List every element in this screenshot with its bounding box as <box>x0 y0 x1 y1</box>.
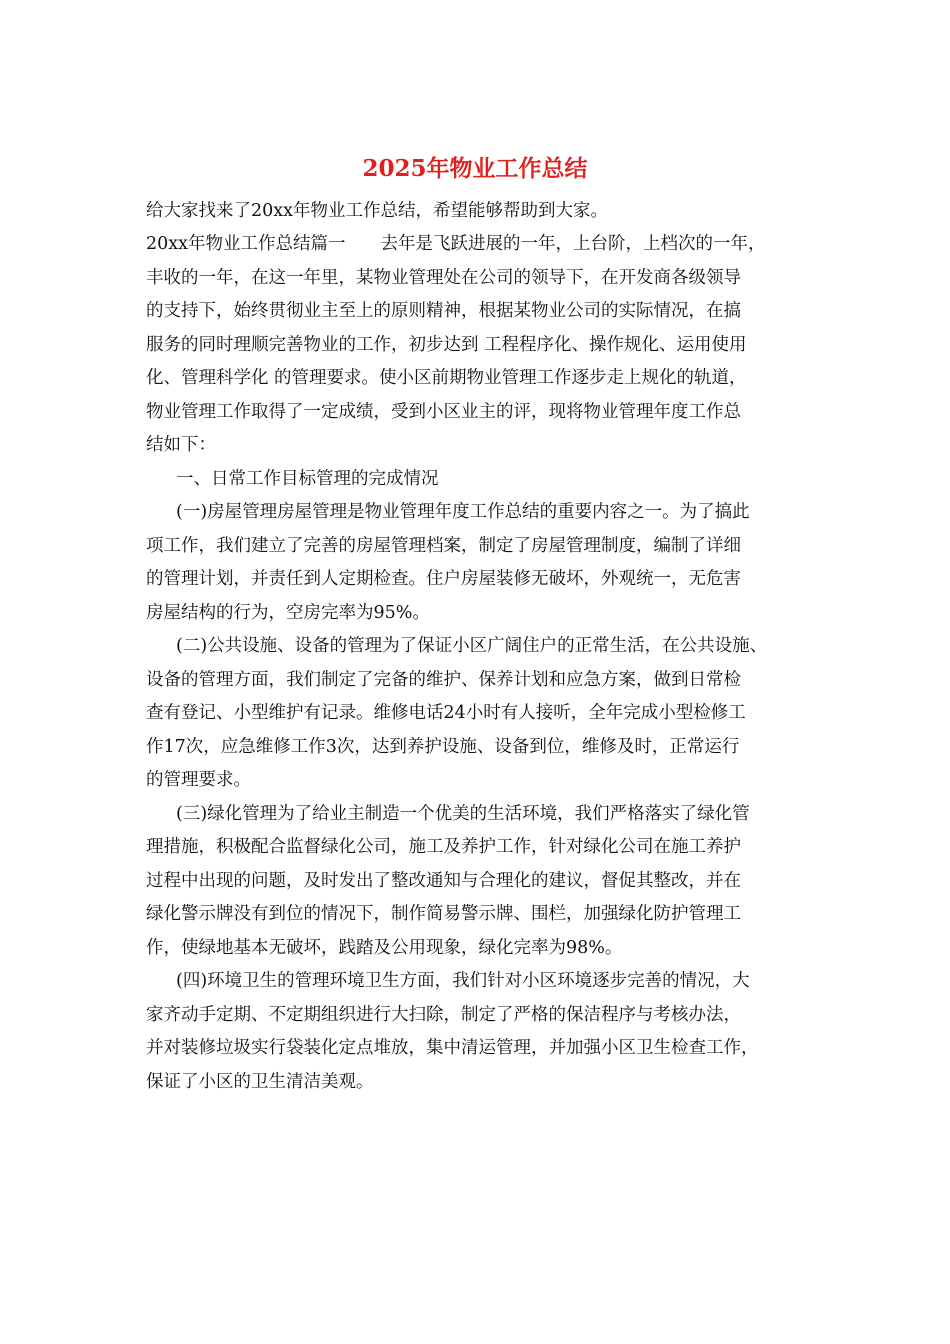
paragraph-line: 的管理要求。 <box>146 770 251 790</box>
paragraph-line: 查有登记、小型维护有记录。维修电话24小时有人接听，全年完成小型检修工 <box>146 703 746 723</box>
paragraph-line: 物业管理工作取得了一定成绩，受到小区业主的评，现将物业管理年度工作总 <box>146 402 741 422</box>
paragraph-line: 设备的管理方面，我们制定了完备的维护、保养计划和应急方案，做到日常检 <box>146 670 741 690</box>
document-title: 2025年物业工作总结 <box>362 155 588 182</box>
paragraph-line: 房屋结构的行为，空房完率为95%。 <box>146 603 430 623</box>
paragraph-line: (一)房屋管理房屋管理是物业管理年度工作总结的重要内容之一。为了搞此 <box>176 502 750 522</box>
paragraph-line: 给大家找来了20xx年物业工作总结，希望能够帮助到大家。 <box>146 201 609 221</box>
paragraph-line: 的支持下，始终贯彻业主至上的原则精神，根据某物业公司的实际情况，在搞 <box>146 301 741 321</box>
paragraph-line: 丰收的一年，在这一年里，某物业管理处在公司的领导下，在开发商各级领导 <box>146 268 741 288</box>
paragraph-line: 保证了小区的卫生清洁美观。 <box>146 1072 374 1092</box>
paragraph-line: (二)公共设施、设备的管理为了保证小区广阔住户的正常生活，在公共设施、 <box>176 636 768 656</box>
paragraph-line: 过程中出现的问题，及时发出了整改通知与合理化的建议，督促其整改，并在 <box>146 871 741 891</box>
paragraph-line: 绿化警示牌没有到位的情况下，制作简易警示牌、围栏，加强绿化防护管理工 <box>146 904 741 924</box>
paragraph-line: (四)环境卫生的管理环境卫生方面，我们针对小区环境逐步完善的情况，大 <box>176 971 750 991</box>
paragraph-line: 20xx年物业工作总结篇一 去年是飞跃进展的一年，上台阶，上档次的一年， <box>146 234 766 254</box>
paragraph-line: 的管理计划，并责任到人定期检查。住户房屋装修无破坏，外观统一，无危害 <box>146 569 741 589</box>
paragraph-line: 服务的同时理顺完善物业的工作，初步达到 工程程序化、操作规化、运用使用 <box>146 335 747 355</box>
section-heading: 一、日常工作目标管理的完成情况 <box>176 469 439 489</box>
paragraph-line: 作，使绿地基本无破坏，践踏及公用现象，绿化完率为98%。 <box>146 938 623 958</box>
paragraph-line: 化、管理科学化 的管理要求。使小区前期物业管理工作逐步走上规化的轨道， <box>146 368 747 388</box>
paragraph-line: 作17次，应急维修工作3次，达到养护设施、设备到位，维修及时，正常运行 <box>146 737 740 757</box>
paragraph-line: 理措施，积极配合监督绿化公司，施工及养护工作，针对绿化公司在施工养护 <box>146 837 741 857</box>
paragraph-line: 家齐动手定期、不定期组织进行大扫除，制定了严格的保洁程序与考核办法， <box>146 1005 741 1025</box>
paragraph-line: 项工作，我们建立了完善的房屋管理档案，制定了房屋管理制度，编制了详细 <box>146 536 741 556</box>
paragraph-line: (三)绿化管理为了给业主制造一个优美的生活环境，我们严格落实了绿化管 <box>176 804 750 824</box>
paragraph-line: 结如下： <box>146 435 216 455</box>
paragraph-line: 并对装修垃圾实行袋装化定点堆放，集中清运管理，并加强小区卫生检查工作， <box>146 1038 759 1058</box>
